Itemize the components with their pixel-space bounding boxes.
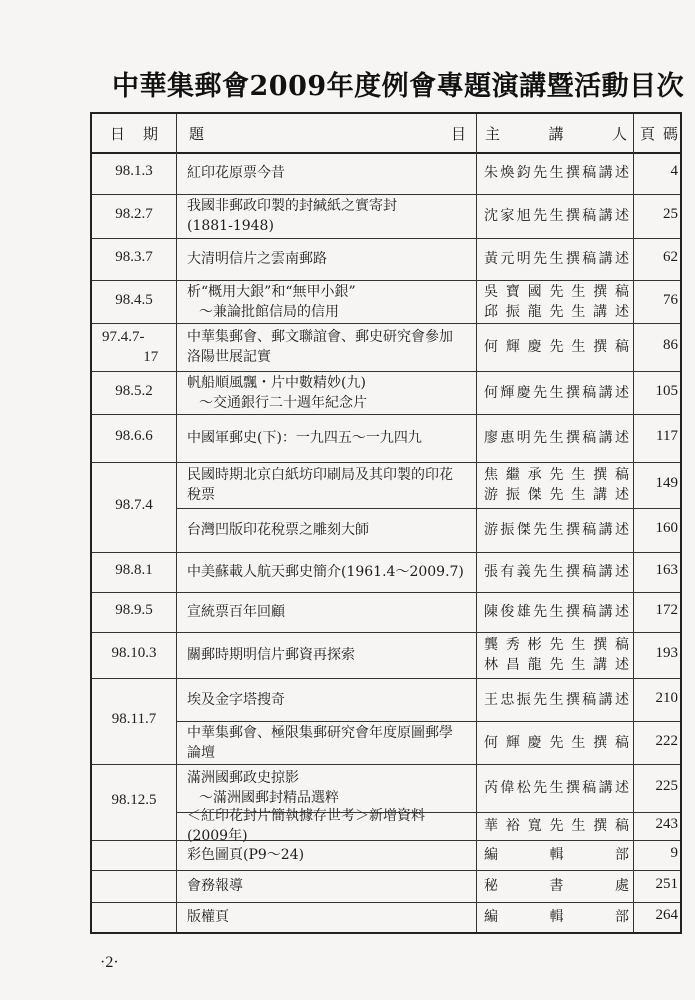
entry-title-line: 帆船順風飄・片中數精妙(九): [187, 374, 366, 391]
column-divider: [633, 152, 634, 932]
entry-date: 98.4.5: [115, 291, 153, 308]
entry-page: 172: [655, 602, 678, 618]
entry-speaker-line: 何輝慶先生撰稿: [484, 339, 629, 355]
entry-speaker: [484, 635, 629, 675]
row-divider: [176, 721, 680, 722]
table-row: [92, 592, 680, 632]
entry-page: 149: [655, 475, 678, 491]
entry-speaker: [484, 282, 629, 322]
table-row: [92, 152, 680, 194]
row-divider: [92, 462, 680, 463]
entry-page: 62: [663, 249, 678, 265]
header-speaker: 主 講 人: [476, 114, 633, 152]
row-divider: [92, 552, 680, 553]
entry-title-line: 台灣凹版印花稅票之雕刻大師: [187, 522, 369, 538]
entry-date: 98.9.5: [115, 602, 153, 618]
entry-speaker: [484, 733, 629, 753]
entry-speaker: [484, 249, 629, 269]
row-divider: [92, 764, 680, 765]
entry-speaker-line: 編輯部: [484, 847, 629, 863]
column-divider: [476, 152, 477, 932]
table-row: [92, 721, 680, 764]
row-divider: [92, 902, 680, 903]
entry-speaker-line: 游振傑先生撰稿講述: [484, 522, 629, 538]
entry-date: 98.7.4: [115, 497, 153, 513]
entry-speaker-line: 廖惠明先生撰稿講述: [484, 430, 629, 446]
entry-date: 98.2.7: [115, 206, 153, 222]
entry-title-line: 論壇: [187, 744, 215, 761]
page-number: ·2·: [100, 954, 119, 971]
entry-title: [187, 690, 473, 710]
entry-speaker-line: 沈家旭先生撰稿講述: [484, 208, 629, 224]
entry-title: [187, 373, 473, 413]
entry-page: 117: [656, 428, 678, 444]
entry-page: 105: [655, 382, 678, 399]
table-row: [92, 238, 680, 280]
header-topic: 題 目: [176, 114, 476, 152]
table-row: [92, 678, 680, 727]
entry-date: 98.6.6: [115, 428, 153, 444]
entry-title: [187, 249, 473, 269]
entry-title: [187, 465, 473, 505]
table-row: [92, 323, 680, 371]
entry-title-line: 宣統票百年回顧: [187, 604, 285, 620]
entry-speaker-line: 吳寶國先生撰稿: [484, 283, 629, 300]
entry-speaker-line: 游振傑先生講述: [484, 487, 629, 503]
table-row: [92, 552, 680, 592]
entry-page: 264: [655, 907, 678, 923]
entry-page: 225: [655, 778, 678, 794]
entry-speaker-line: 焦繼承先生撰稿: [484, 467, 629, 483]
entry-title-line: 紅印花原票今昔: [187, 165, 285, 181]
entry-speaker: [484, 690, 629, 710]
entry-date: 98.1.3: [115, 163, 153, 179]
entry-title: [187, 723, 473, 763]
entry-speaker-line: 編輯部: [484, 909, 629, 925]
row-divider: [92, 678, 680, 679]
entry-speaker: [484, 876, 629, 896]
entry-date: 98.8.1: [115, 562, 153, 578]
entry-page: 163: [655, 562, 678, 578]
entry-speaker-line: 張有義先生撰稿講述: [484, 564, 629, 580]
table-row: [92, 632, 680, 678]
row-divider: [92, 194, 680, 195]
table-row: [92, 414, 680, 462]
entry-speaker: [484, 428, 629, 448]
entry-page: 222: [655, 732, 678, 749]
table-row: [92, 840, 680, 870]
entry-speaker: [484, 520, 629, 540]
table-row: [92, 764, 680, 812]
entry-speaker-line: 林昌龍先生講述: [484, 657, 629, 673]
entry-speaker-line: 朱煥鈞先生撰稿講述: [484, 165, 629, 181]
column-divider: [176, 152, 177, 932]
table-row: [92, 902, 680, 932]
page-title: 中華集郵會2009年度例會專題演講暨活動目次: [112, 71, 685, 102]
table-row: [92, 508, 680, 552]
entry-speaker-line: 秘書處: [484, 878, 629, 894]
entry-title-line: 中華集郵會、極限集郵研究會年度原圖郵學: [187, 724, 453, 741]
row-divider: [92, 371, 680, 372]
entry-speaker: [484, 337, 629, 357]
entry-title-line: ～滿洲國郵封精品選粹: [199, 790, 339, 806]
entry-page: 243: [655, 816, 678, 832]
entry-speaker-line: 龔秀彬先生撰稿: [484, 637, 629, 653]
entry-title-line: 滿洲國郵政史掠影: [187, 770, 299, 786]
entry-title-line: ＜紅印花封片簡執據存世考＞新增資料: [187, 808, 425, 824]
row-divider: [92, 592, 680, 593]
entry-title: [187, 562, 473, 582]
entry-page: 210: [655, 689, 678, 706]
entry-title-line: (1881-1948): [187, 218, 274, 234]
table-header: [92, 114, 680, 154]
entry-speaker: [484, 562, 629, 582]
entry-speaker-line: 邱振龍先生講述: [484, 303, 629, 320]
entry-title: [187, 768, 473, 808]
table-row: [92, 194, 680, 238]
entry-date: 98.3.7: [115, 249, 153, 265]
entry-title-line: 中美蘇載人航天郵史簡介(1961.4～2009.7): [187, 564, 464, 580]
entry-title-line: ～交通銀行二十週年紀念片: [199, 394, 367, 411]
row-divider: [92, 238, 680, 239]
entry-page: 4: [670, 163, 678, 179]
entry-title-line: 版權頁: [187, 909, 229, 925]
entry-title-line: 埃及金字塔搜奇: [187, 691, 285, 708]
entry-date: 98.12.5: [111, 792, 157, 808]
row-divider: [92, 632, 680, 633]
entry-title: [187, 428, 473, 448]
header-page: 頁 碼: [633, 114, 682, 152]
entry-title: [187, 327, 473, 367]
entry-date: 98.11.7: [111, 711, 157, 727]
entry-page: 251: [655, 876, 678, 892]
entry-speaker-line: 黃元明先生撰稿講述: [484, 251, 629, 267]
entry-title-line: 中華集郵會、郵文聯誼會、郵史研究會參加: [187, 329, 453, 345]
entry-title-line: ～兼論批館信局的信用: [199, 303, 339, 320]
entry-title: [187, 520, 473, 540]
entry-title-line: 析“概用大銀”和“無甲小銀”: [187, 283, 356, 300]
entry-speaker: [484, 907, 629, 927]
row-divider: [92, 840, 680, 841]
entry-title: [187, 645, 473, 665]
entry-page: 193: [655, 645, 678, 661]
entry-title-line: 稅票: [187, 487, 215, 503]
entry-title: [187, 845, 473, 865]
table-row: [92, 462, 680, 513]
entry-speaker: [484, 206, 629, 226]
table-of-contents: [90, 112, 682, 934]
entry-speaker: [484, 465, 629, 505]
entry-date: 98.5.2: [115, 382, 153, 399]
entry-title-line: 民國時期北京白紙坊印刷局及其印製的印花: [187, 467, 453, 483]
row-divider: [92, 414, 680, 415]
entry-speaker-line: 何輝慶先生撰稿: [484, 734, 629, 751]
entry-title: [187, 282, 473, 322]
table-row: [92, 371, 680, 414]
entry-title: [187, 196, 473, 236]
entry-title-line: 彩色圖頁(P9～24): [187, 847, 305, 863]
entry-speaker: [484, 845, 629, 865]
table-row: [92, 870, 680, 902]
row-divider: [92, 323, 680, 324]
entry-page: 76: [663, 291, 678, 308]
entry-page: 25: [663, 206, 678, 222]
entry-title: [187, 602, 473, 622]
entry-speaker-line: 陳俊雄先生撰稿講述: [484, 604, 629, 620]
entry-title-line: (2009年): [187, 828, 248, 844]
header-date: 日 期: [110, 124, 158, 143]
row-divider: [176, 812, 680, 813]
entry-speaker: [484, 383, 629, 403]
table-row: [92, 280, 680, 323]
table-row: [92, 808, 680, 844]
entry-speaker: [484, 602, 629, 622]
entry-page: 9: [670, 845, 678, 861]
entry-speaker: [484, 778, 629, 798]
entry-speaker-line: 華裕寬先生撰稿: [484, 818, 629, 834]
entry-title: [187, 876, 473, 896]
row-divider: [92, 870, 680, 871]
entry-title-line: 會務報導: [187, 878, 243, 894]
entry-speaker-line: 芮偉松先生撰稿講述: [484, 780, 629, 796]
entry-page: 86: [663, 337, 678, 353]
entry-title-line: 大清明信片之雲南郵路: [187, 251, 327, 267]
entry-date: 98.10.3: [111, 645, 157, 661]
entry-title-line: 我國非郵政印製的封緘紙之實寄封: [187, 198, 397, 214]
entry-title-line: 關郵時期明信片郵資再探索: [187, 647, 355, 663]
entry-title: [187, 163, 473, 183]
entry-title-line: 洛陽世展記實: [187, 349, 271, 365]
entry-title-line: 中國軍郵史(下)：一九四五～一九四九: [187, 430, 422, 446]
entry-page: 160: [655, 520, 678, 536]
entry-title: [187, 907, 473, 927]
entry-date: 97.4.7- 17: [102, 329, 159, 365]
row-divider: [92, 280, 680, 281]
row-divider: [176, 508, 680, 509]
entry-speaker: [484, 163, 629, 183]
entry-speaker: [484, 816, 629, 836]
entry-speaker-line: 何輝慶先生撰稿講述: [484, 384, 629, 401]
entry-speaker-line: 王忠振先生撰稿講述: [484, 691, 629, 708]
